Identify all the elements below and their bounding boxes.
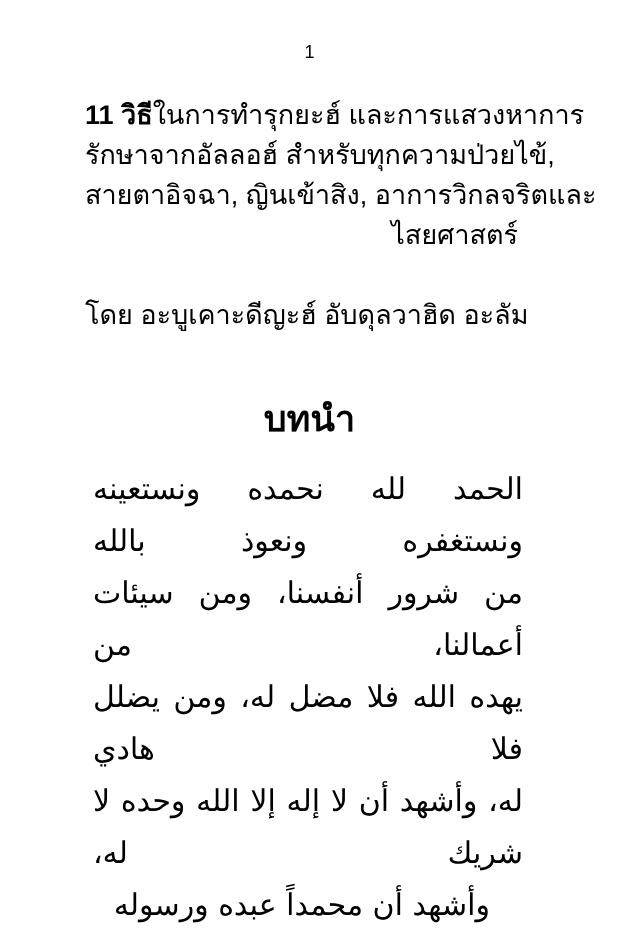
title-line-4: ไสยศาสตร์ — [391, 220, 518, 250]
page-number: 1 — [304, 42, 315, 62]
title-line-1-rest: ในการทำรุกยะฮ์ และการแสวงหาการ — [152, 100, 585, 130]
section-heading: บทนำ — [263, 398, 356, 439]
arabic-line-1: الحمد لله نحمده ونستعينه ونستغفره ونعوذ بالله — [93, 472, 523, 559]
arabic-paragraph — [93, 464, 523, 932]
arabic-line-5: وأشهد أن محمداً عبده ورسوله — [113, 888, 490, 923]
title-line-2: รักษาจากอัลลอฮ์ สำหรับทุกความป่วยไข้, — [85, 140, 555, 170]
author-line: โดย อะบูเคาะดีญะฮ์ อับดุลวาฮิด อะลัม — [85, 300, 529, 330]
title-line-1 — [85, 95, 585, 135]
book-title — [85, 95, 597, 255]
arabic-line-2: من شرور أنفسنا، ومن سيئات أعمالنا، من — [93, 576, 523, 663]
arabic-line-3: يهده الله فلا مضل له، ومن يضلل فلا هادي — [93, 680, 523, 767]
title-line-3: สายตาอิจฉา, ญินเข้าสิง, อาการวิกลจริตและ — [85, 180, 597, 210]
title-line-1-bold: 11 วิธี — [85, 100, 153, 130]
arabic-line-4: له، وأشهد أن لا إله إلا الله وحده لا شريك له، — [93, 784, 523, 871]
